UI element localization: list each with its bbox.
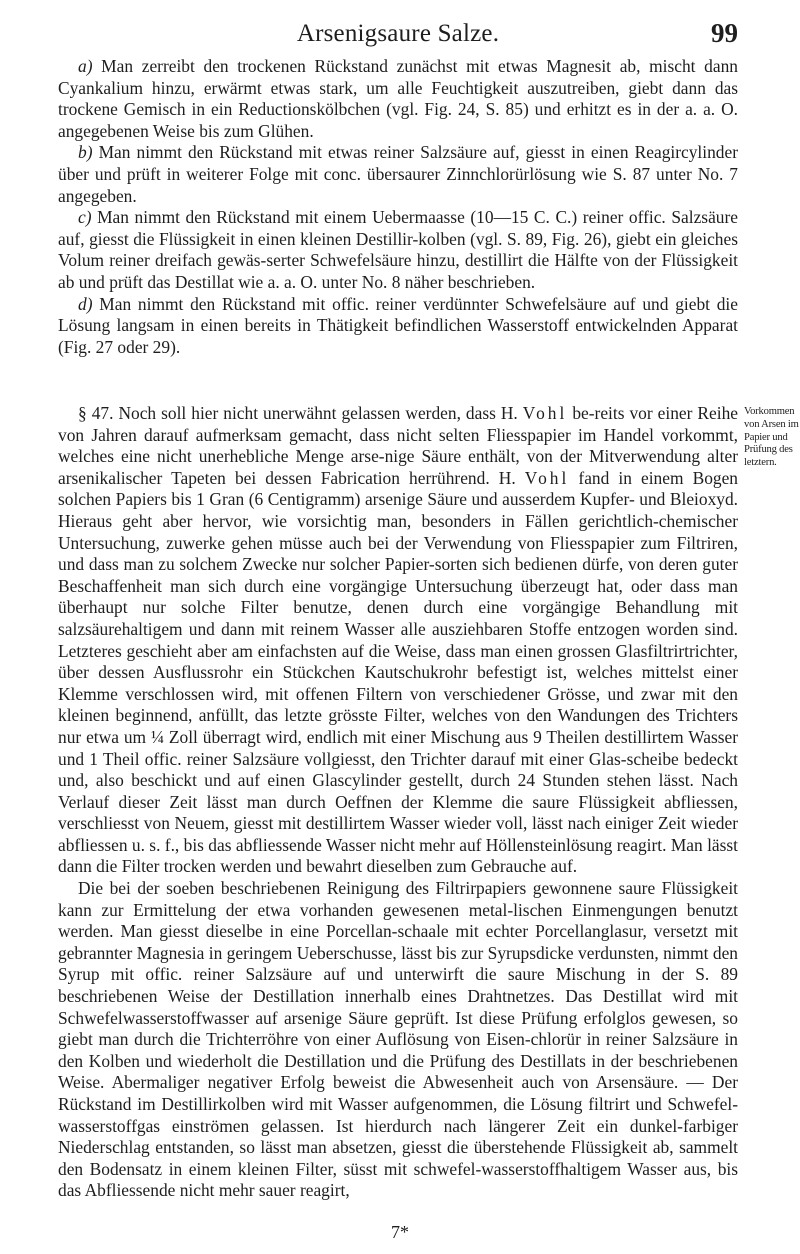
- page-number: 99: [711, 18, 738, 48]
- author-name: Vohl: [524, 467, 570, 488]
- section-paragraph-2: Die bei der soeben beschriebenen Reinigung des Filtrirpapiers gewonnene saure Flüssigkeit kann zur Ermittelung der etwa vorhanden gewesenen metal-lischen Einmengungen benutzt werden. Man giesst dieselbe in eine Porcellan-schaale mit echter Porcellanglasur, versetzt mit gebrannter Magnesia in geringem Ueberschusse, lässt bis zur Syrupsdicke verdunsten, nimmt den Syrup mit offic. reiner Salzsäure auf und unterwirft die saure Mischung in der S. 89 beschriebenen Weise der Destillation innerhalb eines Drahtnetzes. Das Destillat wird mit Schwefelwasserstoffwasser auf arsenige Säure geprüft. Ist diese Prüfung erfolglos gewesen, so giebt man durch die Trichterröhre von einer Auflösung von Eisen-chlorür in reiner Salzsäure in den Kolben und wiederholt die Destillation und die Prüfung des Destillats in der beschriebenen Weise. Abermaliger negativer Erfolg beweist die Abwesenheit auch von Arsensäure. — Der Rückstand im Destillirkolben wird mit Wasser aufgenommen, die Lösung filtrirt und Schwefel-wasserstoffgas einströmen gelassen. Ist hierdurch nach längerer Zeit ein dunkel-farbiger Niederschlag entstanden, so lässt man absetzen, giesst die überstehende Flüssigkeit ab, sammelt den Bodensatz in einem kleinen Filter, süsst mit schwefel-wasserstoffhaltigem Wasser aus, bis das Abfliessende nicht mehr sauer reagirt,: [58, 878, 738, 1201]
- list-item-c: [58, 207, 738, 293]
- running-title: Arsenigsaure Salze.: [296, 20, 500, 47]
- list-label: d): [78, 293, 93, 314]
- margin-note: [744, 406, 800, 470]
- list-text: Man zerreibt den trockenen Rückstand zunächst mit etwas Magnesit ab, mischt dann Cyankalium hinzu, erwärmt etwas stark, um alle Feuchtigkeit auszutreiben, giebt dann das trockene Gemisch in ein Reductionskölbchen (vgl. Fig. 24, S. 85) und erhitzt es in der a. a. O. angegebenen Weise bis zum Glühen.: [58, 56, 738, 141]
- list-label: c): [78, 207, 92, 228]
- margin-note-line: Prüfung des: [744, 444, 793, 456]
- list-text: Man nimmt den Rückstand mit etwas reiner Salzsäure auf, giesst in einen Reagircylinder über und prüft in weiterer Folge mit conc. übersaurer Zinnchlorürlösung wie S. 87 unter No. 7 angegeben.: [58, 142, 738, 206]
- paragraph-text: fand in einem Bogen solchen Papiers bis 1 Gran (6 Centigramm) arsenige Säure und ausserdem Kupfer- und Bleioxyd. Hieraus geht aber hervor, wie vorsichtig man, besonders in Fällen gerichtlich-chemischer Untersuchung, zuwerke gehen müsse auch bei der Verwendung von Fliesspapier zum Filtriren, und dass man zu solchem Zwecke nur solcher Papier-sorten sich bedienen dürfe, von deren guter Beschaffenheit man sich durch eine vorgängige Untersuchung überzeugt hat, oder dass man überhaupt nur solche Filter benutze, denen durch eine vorgängige Behandlung mit salzsäurehaltigem und dann mit reinem Wasser alle ausziehbaren Stoffe entzogen worden sind. Letzteres geschieht aber am einfachsten auf die Weise, dass man einen grossen Glasfiltrirtrichter, über dessen Ausflussrohr ein Stückchen Kautschukrohr befestigt ist, welches mittelst einer Klemme verschlossen wird, mit offenen Filtern von verschiedener Grösse, und zwar mit den kleinen beginnend, anfüllt, das letzte grösste Filter, welches von den Wandungen des Trichters nur etwa um ¼ Zoll überragt wird, endlich mit einer Mischung aus 9 Theilen destillirtem Wasser und 1 Theil offic. reiner Salzsäure vollgiesst, den Trichter darauf mit einer Glas-scheibe bedeckt und, also beschickt und auf einen Glascylinder gestellt, durch 24 Stunden stehen lässt. Nach Verlauf dieser Zeit lässt man durch Oeffnen der Klemme die saure Flüssigkeit abfliessen, verschliesst von Neuem, giesst mit destillirtem Wasser wieder voll, lässt nach einiger Zeit wieder abfliessen u. s. f., bis das abfliessende Wasser nicht mehr auf Höllensteinlösung reagirt. Man lässt dann die Filter trocken werden und bewahrt dieselben zum Gebrauche auf.: [58, 467, 738, 877]
- list-label: b): [78, 142, 93, 163]
- list-item-d: [58, 294, 738, 359]
- list-label: a): [78, 56, 93, 76]
- section-paragraph-1: [58, 403, 738, 878]
- list-text: Man nimmt den Rückstand mit offic. reiner verdünnter Schwefelsäure auf und giebt die Lösung langsam in einen bereits in Thätigkeit befindlichen Wasserstoff entwickelnden Apparat (Fig. 27 oder 29).: [58, 293, 738, 357]
- margin-note-line: von Arsen im: [744, 418, 799, 430]
- margin-note-line: letztern.: [744, 457, 777, 469]
- author-name: Vohl: [522, 403, 568, 423]
- signature-mark: 7*: [391, 1222, 409, 1242]
- list-item-a: [58, 56, 738, 142]
- list-text: Man nimmt den Rückstand mit einem Uebermaasse (10—15 C. C.) reiner offic. Salzsäure auf, giesst die Flüssigkeit in einen kleinen Destillir-kolben (vgl. S. 89, Fig. 26), giebt ein gleiches Volum reiner dreifach gewäs-serter Schwefelsäure hinzu, destillirt die Hälfte von der Flüssigkeit ab und prüft das Destillat wie a. a. O. unter No. 8 näher beschrieben.: [58, 207, 738, 292]
- margin-note-line: Vorkommen: [744, 406, 795, 417]
- list-item-b: [58, 142, 738, 207]
- section-47: [58, 403, 738, 1202]
- paragraph-text: be-reits vor einer Reihe von Jahren darauf aufmerksam gemacht, dass nicht selten Fliesspapier im Handel vorkommt, welches eine nicht unerhebliche Menge arse-nige Säure enthält, von der Mitverwendung alter arsenikalischer Tapeten bei dessen Fabrication herrührend. H.: [58, 403, 738, 488]
- method-list: [58, 56, 738, 358]
- running-head: [58, 18, 738, 52]
- margin-note-line: Papier und: [744, 431, 788, 443]
- paragraph-text: § 47. Noch soll hier nicht unerwähnt gelassen werden, dass H.: [78, 403, 523, 423]
